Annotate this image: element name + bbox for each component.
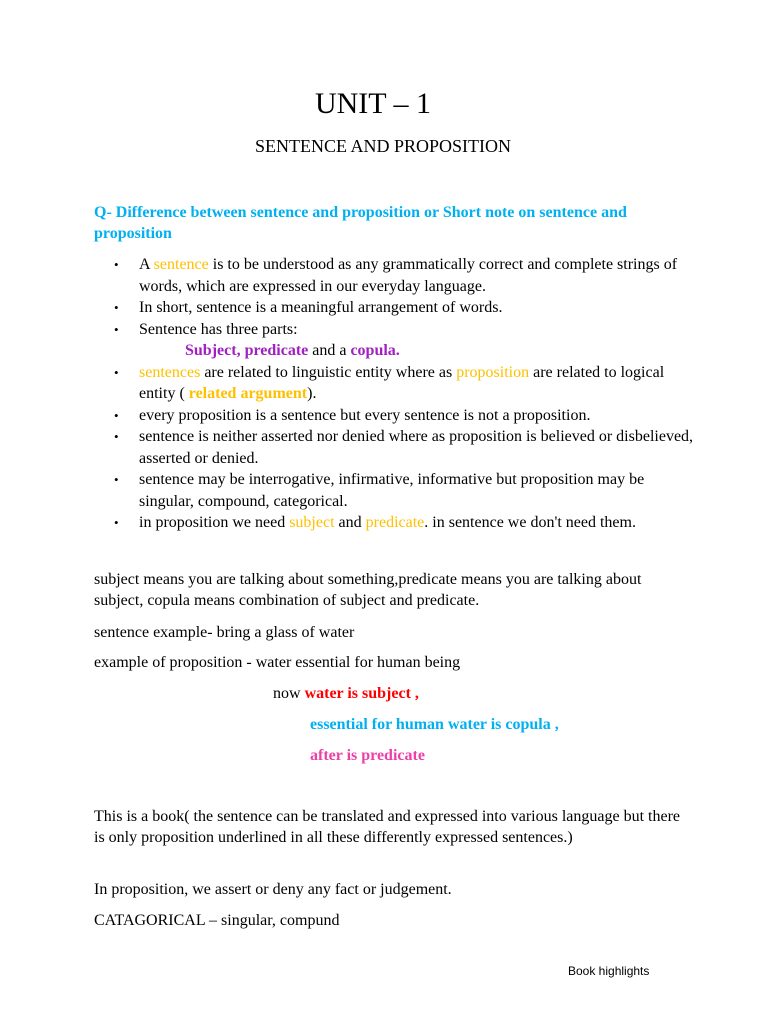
example-subject-line: now water is subject , <box>273 685 419 702</box>
page-subtitle: SENTENCE AND PROPOSITION <box>254 136 512 156</box>
bullet-list <box>94 254 694 534</box>
bullet-icon: • <box>114 257 119 272</box>
highlight-sentences: sentences <box>139 363 201 381</box>
highlight-proposition: proposition <box>456 363 530 381</box>
part-copula: copula <box>350 342 396 359</box>
page-title: UNIT – 1 <box>314 87 432 120</box>
bullet-item: • Sentence has three parts: Subject, predicate and a copula. <box>94 319 694 362</box>
bullet-icon: • <box>114 515 119 530</box>
highlight-related-argument: related argument <box>188 385 308 402</box>
paragraph-book-example: This is a book( the sentence can be translated and expressed into various language but there is only proposition underlined in all these differently expressed sentences.) <box>94 808 681 846</box>
paragraph-sentence-example: sentence example- bring a glass of water <box>94 624 355 641</box>
example-subject: water is subject , <box>304 685 419 702</box>
question-heading: Q- Difference between sentence and proposition or Short note on sentence and proposition <box>94 204 627 242</box>
bullet-icon: • <box>114 429 119 444</box>
highlight-predicate: predicate <box>365 514 425 531</box>
bullet-item: • sentences are related to linguistic entity where as proposition are related to logical entity ( related argument). <box>114 363 665 402</box>
bullet-item: • in proposition we need subject and predicate. in sentence we don't need them. <box>94 512 694 534</box>
bullet-icon: • <box>114 407 119 423</box>
paragraph-proposition-example: example of proposition - water essential for human being <box>94 654 461 671</box>
bullet-icon: • <box>114 321 119 337</box>
sentence-parts: Subject, predicate and a copula. <box>185 342 400 359</box>
bullet-item: • sentence may be interrogative, infirmative, informative but proposition may be singular, compound, categorical. <box>114 471 645 510</box>
highlight-subject: subject <box>289 514 335 531</box>
paragraph-definitions: subject means you are talking about something,predicate means you are talking about subject, copula means combination of subject and predicate. <box>94 571 642 609</box>
paragraph-categorical: CATAGORICAL – singular, compund <box>94 912 340 929</box>
bullet-icon: • <box>114 300 119 315</box>
bullet-item: • sentence is neither asserted nor denied where as proposition is believed or disbelieved, asserted or denied. <box>114 428 694 467</box>
part-predicate: predicate <box>244 342 309 359</box>
footer-label: Book highlights <box>568 964 650 978</box>
highlight-sentence: sentence <box>153 256 209 273</box>
part-subject: Subject <box>185 342 237 359</box>
example-copula: essential for human water is copula , <box>310 716 559 733</box>
paragraph-assert: In proposition, we assert or deny any fact or judgement. <box>94 881 452 898</box>
bullet-item: • every proposition is a sentence but every sentence is not a proposition. <box>94 405 694 427</box>
bullet-item: • In short, sentence is a meaningful arrangement of words. <box>94 297 694 319</box>
bullet-item: • A sentence is to be understood as any grammatically correct and complete strings of words, which are expressed in our everyday language. <box>114 256 678 295</box>
bullet-icon: • <box>114 472 119 487</box>
bullet-icon: • <box>114 364 119 380</box>
example-predicate: after is predicate <box>310 747 425 764</box>
